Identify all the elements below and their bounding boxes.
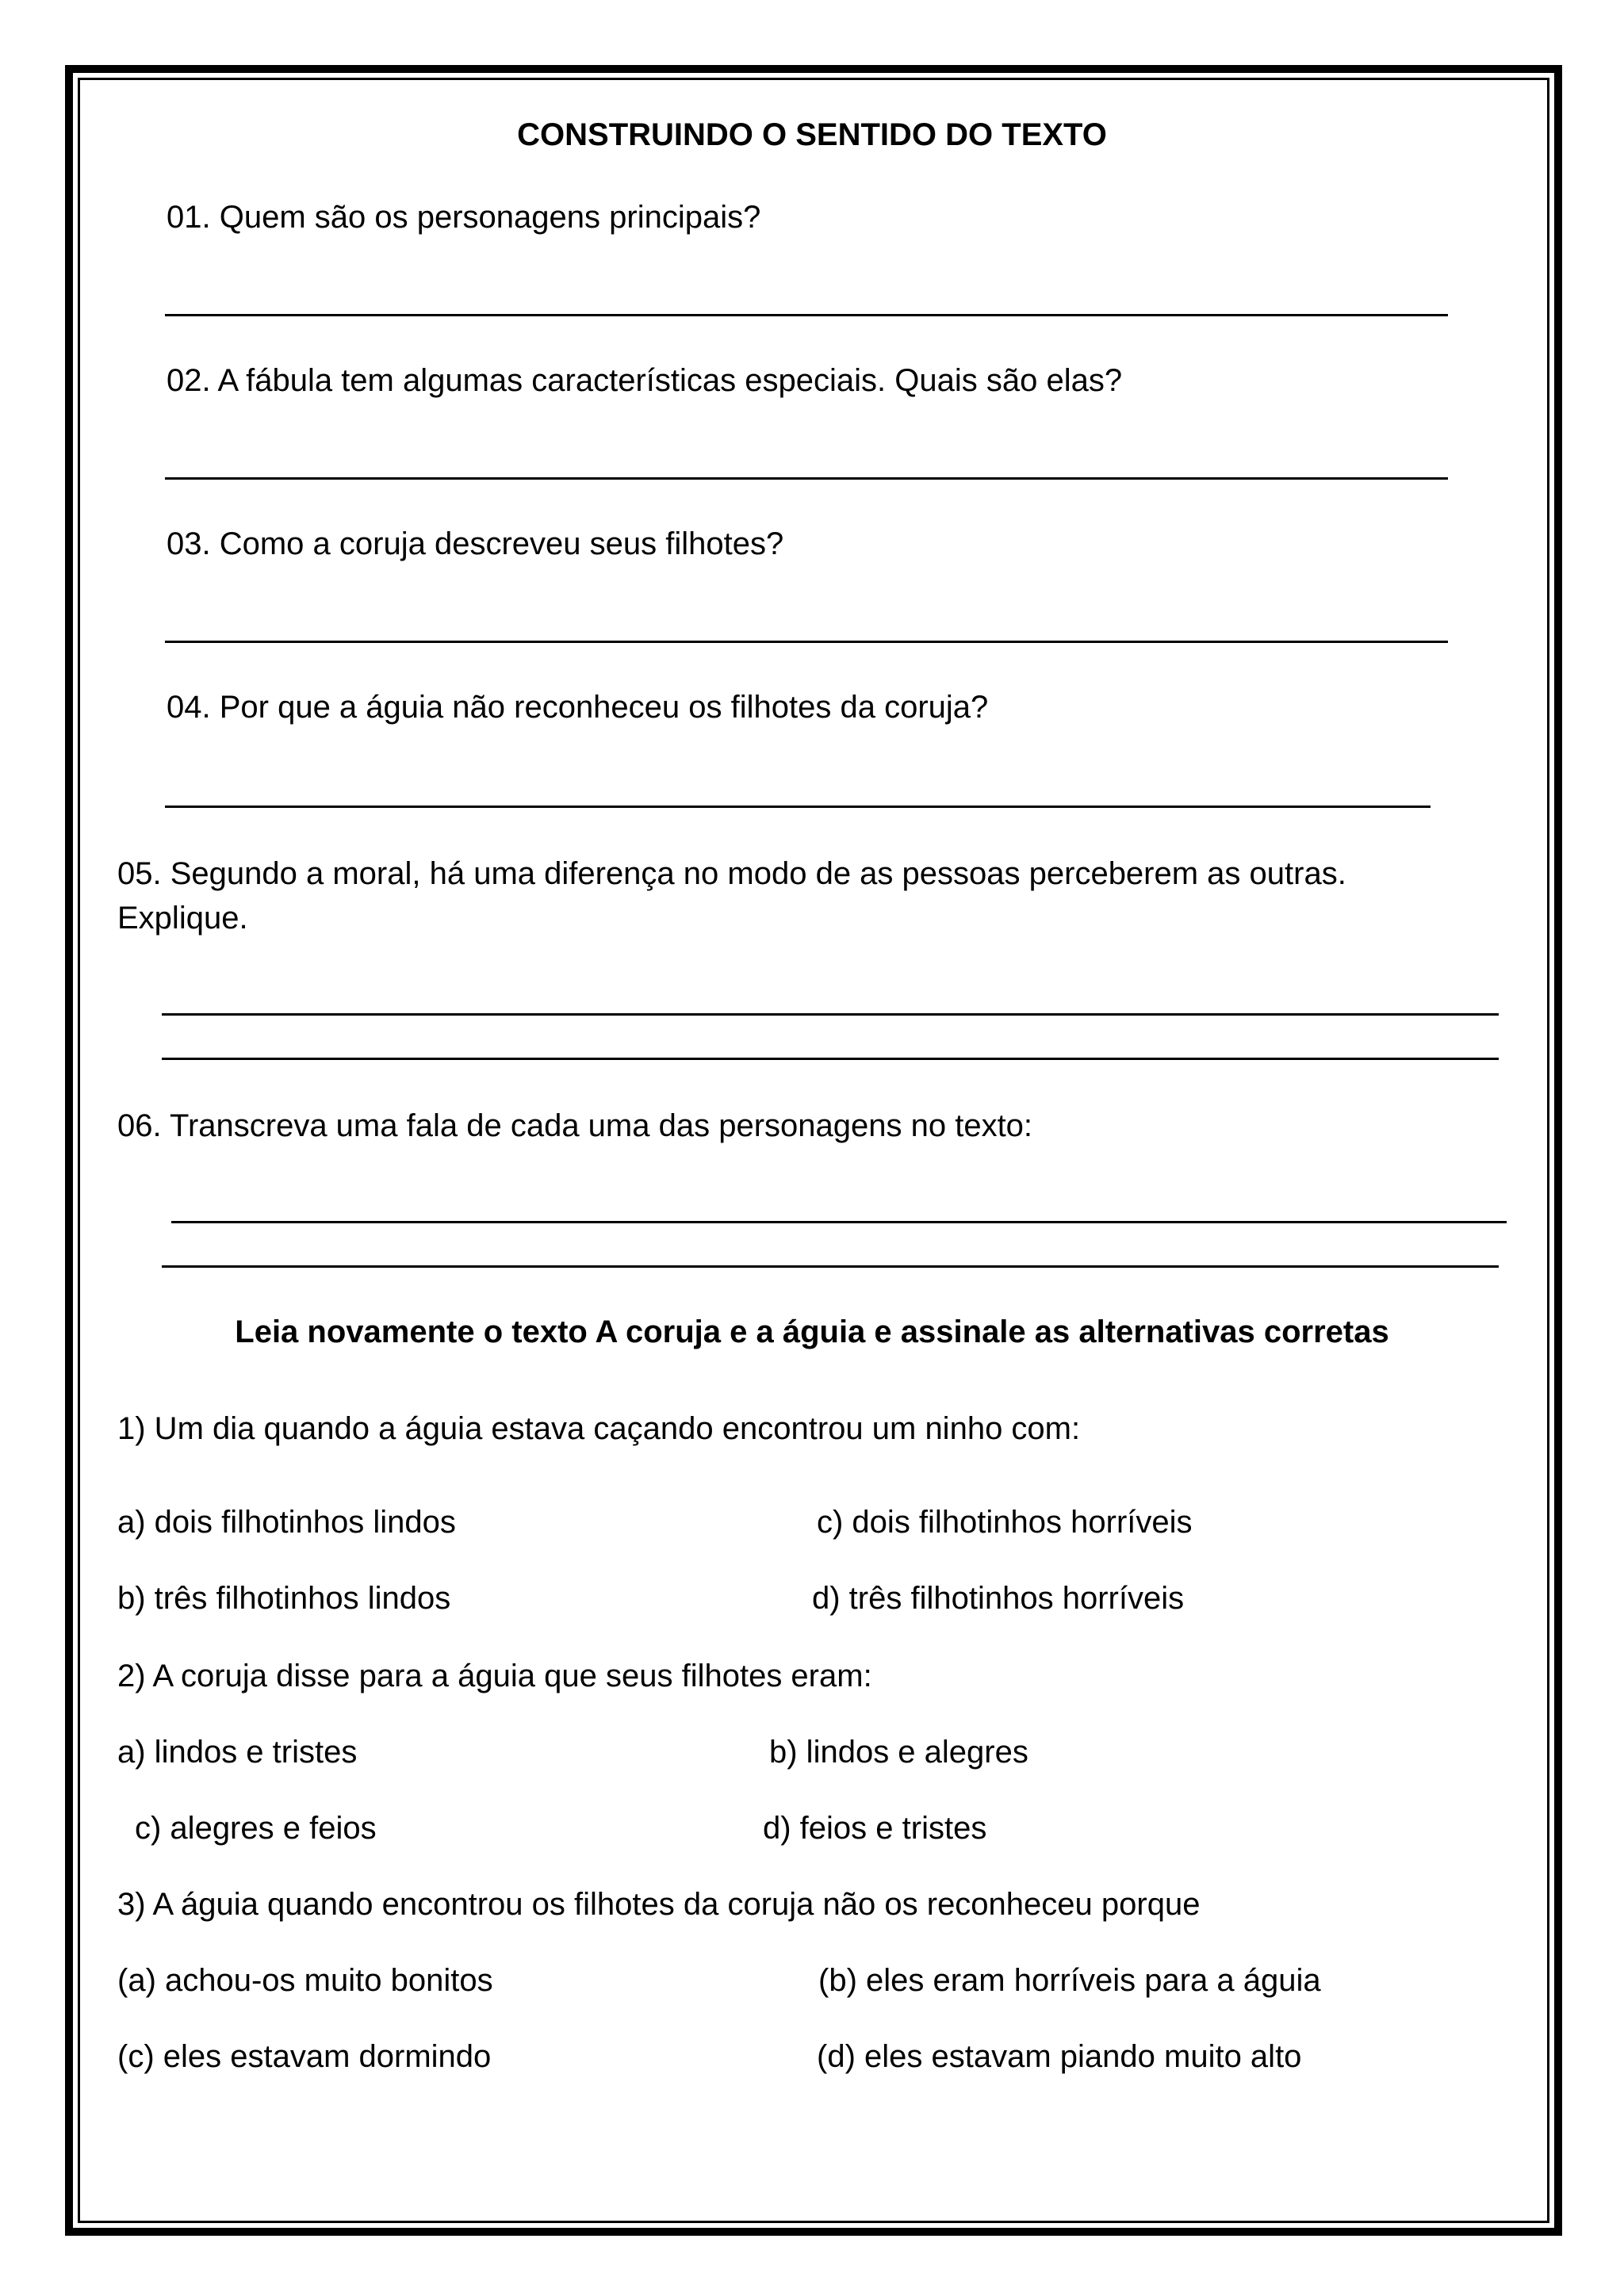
question-03: 03. Como a coruja descreveu seus filhotes? [167,526,784,561]
question-04: 04. Por que a águia não reconheceu os filhotes da coruja? [167,690,989,725]
question-05: 05. Segundo a moral, há uma diferença no modo de as pessoas perceberem as outras. [117,856,1346,891]
question-05-continuation: Explique. [117,901,248,936]
mc2-option-d[interactable]: d) feios e tristes [763,1811,987,1846]
question-06: 06. Transcreva uma fala de cada uma das personagens no texto: [117,1108,1033,1143]
mc1-option-a[interactable]: a) dois filhotinhos lindos [117,1505,456,1540]
mc2-option-a[interactable]: a) lindos e tristes [117,1735,358,1770]
mc2-option-b[interactable]: b) lindos e alegres [769,1735,1028,1770]
mc3-option-b[interactable]: (b) eles eram horríveis para a águia [818,1963,1321,1998]
answer-line-02[interactable] [165,477,1448,480]
question-02: 02. A fábula tem algumas características especiais. Quais são elas? [167,363,1123,398]
mc3-option-c[interactable]: (c) eles estavam dormindo [117,2039,492,2074]
question-01: 01. Quem são os personagens principais? [167,200,761,235]
answer-line-03[interactable] [165,641,1448,643]
answer-line-05b[interactable] [162,1058,1499,1060]
mc2-option-c[interactable]: c) alegres e feios [135,1811,377,1846]
mc-question-3: 3) A águia quando encontrou os filhotes da coruja não os reconheceu porque [117,1887,1201,1922]
answer-line-06a[interactable] [171,1221,1507,1223]
answer-line-05a[interactable] [162,1013,1499,1016]
mc-question-1: 1) Um dia quando a águia estava caçando encontrou um ninho com: [117,1411,1081,1446]
mc-question-2: 2) A coruja disse para a águia que seus filhotes eram: [117,1659,872,1693]
answer-line-04[interactable] [165,806,1431,808]
mc3-option-d[interactable]: (d) eles estavam piando muito alto [817,2039,1302,2074]
page-title: CONSTRUINDO O SENTIDO DO TEXTO [517,117,1107,152]
answer-line-01[interactable] [165,314,1448,316]
answer-line-06b[interactable] [162,1265,1499,1268]
mc1-option-b[interactable]: b) três filhotinhos lindos [117,1581,451,1616]
mc1-option-c[interactable]: c) dois filhotinhos horríveis [817,1505,1193,1540]
section-title: Leia novamente o texto A coruja e a águia e assinale as alternativas corretas [235,1314,1389,1349]
mc3-option-a[interactable]: (a) achou-os muito bonitos [117,1963,493,1998]
mc1-option-d[interactable]: d) três filhotinhos horríveis [812,1581,1185,1616]
